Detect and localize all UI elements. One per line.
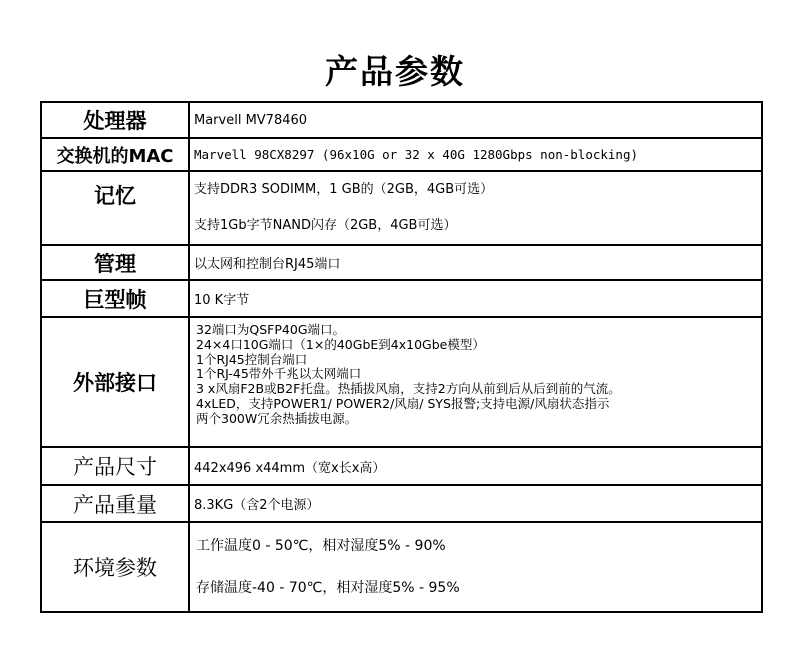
table-row (41, 485, 762, 522)
row-key: 产品尺寸 (41, 447, 189, 485)
interface-line: 4xLED，支持POWER1/ POWER2/风扇/ SYS报警;支持电源/风扇状态指示 (196, 395, 610, 411)
table-row (41, 102, 762, 138)
interface-line: 1个RJ45控制台端口 (196, 351, 308, 367)
table-row (41, 317, 762, 447)
row-value: Marvell 98CX8297 (96x10G or 32 x 40G 1280Gbps non-blocking) (189, 138, 762, 171)
table-row (41, 522, 762, 612)
row-value: 442x496 x44mm（宽x长x高） (189, 447, 762, 485)
row-key: 产品重量 (41, 485, 189, 522)
row-key: 记忆 (41, 171, 189, 245)
interface-line: 两个300W冗余热插拔电源。 (196, 410, 358, 426)
row-value: 10 K字节 (189, 280, 762, 317)
table-row (41, 171, 762, 245)
row-value-group (189, 171, 762, 245)
table-row (41, 280, 762, 317)
environment-line: 工作温度0 - 50℃，相对湿度5% - 90% (196, 538, 446, 554)
row-value: 以太网和控制台RJ45端口 (189, 245, 762, 280)
row-key: 外部接口 (41, 317, 189, 447)
row-key: 处理器 (41, 102, 189, 138)
interface-line: 3 x风扇F2B或B2F托盘。热插拔风扇，支持2方向从前到后从后到前的气流。 (196, 381, 621, 397)
page-title: 产品参数 (325, 52, 465, 91)
row-value: 8.3KG（含2个电源） (189, 485, 762, 522)
row-value-group (189, 522, 762, 612)
memory-line: 支持DDR3 SODIMM，1 GB的（2GB，4GB可选） (194, 182, 494, 197)
memory-line: 支持1Gb字节NAND闪存（2GB，4GB可选） (194, 218, 457, 233)
row-value-group (189, 317, 762, 447)
interface-line: 32端口为QSFP40G端口。 (196, 322, 345, 337)
table-row (41, 138, 762, 171)
table-row (41, 245, 762, 280)
row-key: 交换机的MAC (41, 138, 189, 171)
row-key: 环境参数 (41, 522, 189, 612)
row-key: 巨型帧 (41, 280, 189, 317)
row-value: Marvell MV78460 (189, 102, 762, 138)
row-key: 管理 (41, 245, 189, 280)
environment-line: 存储温度-40 - 70℃，相对湿度5% - 95% (196, 580, 460, 596)
interface-line: 24×4口10G端口（1×的40GbE到4x10Gbe模型） (196, 336, 485, 352)
table-row (41, 447, 762, 485)
spec-table (40, 101, 763, 613)
interface-line: 1个RJ-45带外千兆以太网端口 (196, 366, 362, 382)
